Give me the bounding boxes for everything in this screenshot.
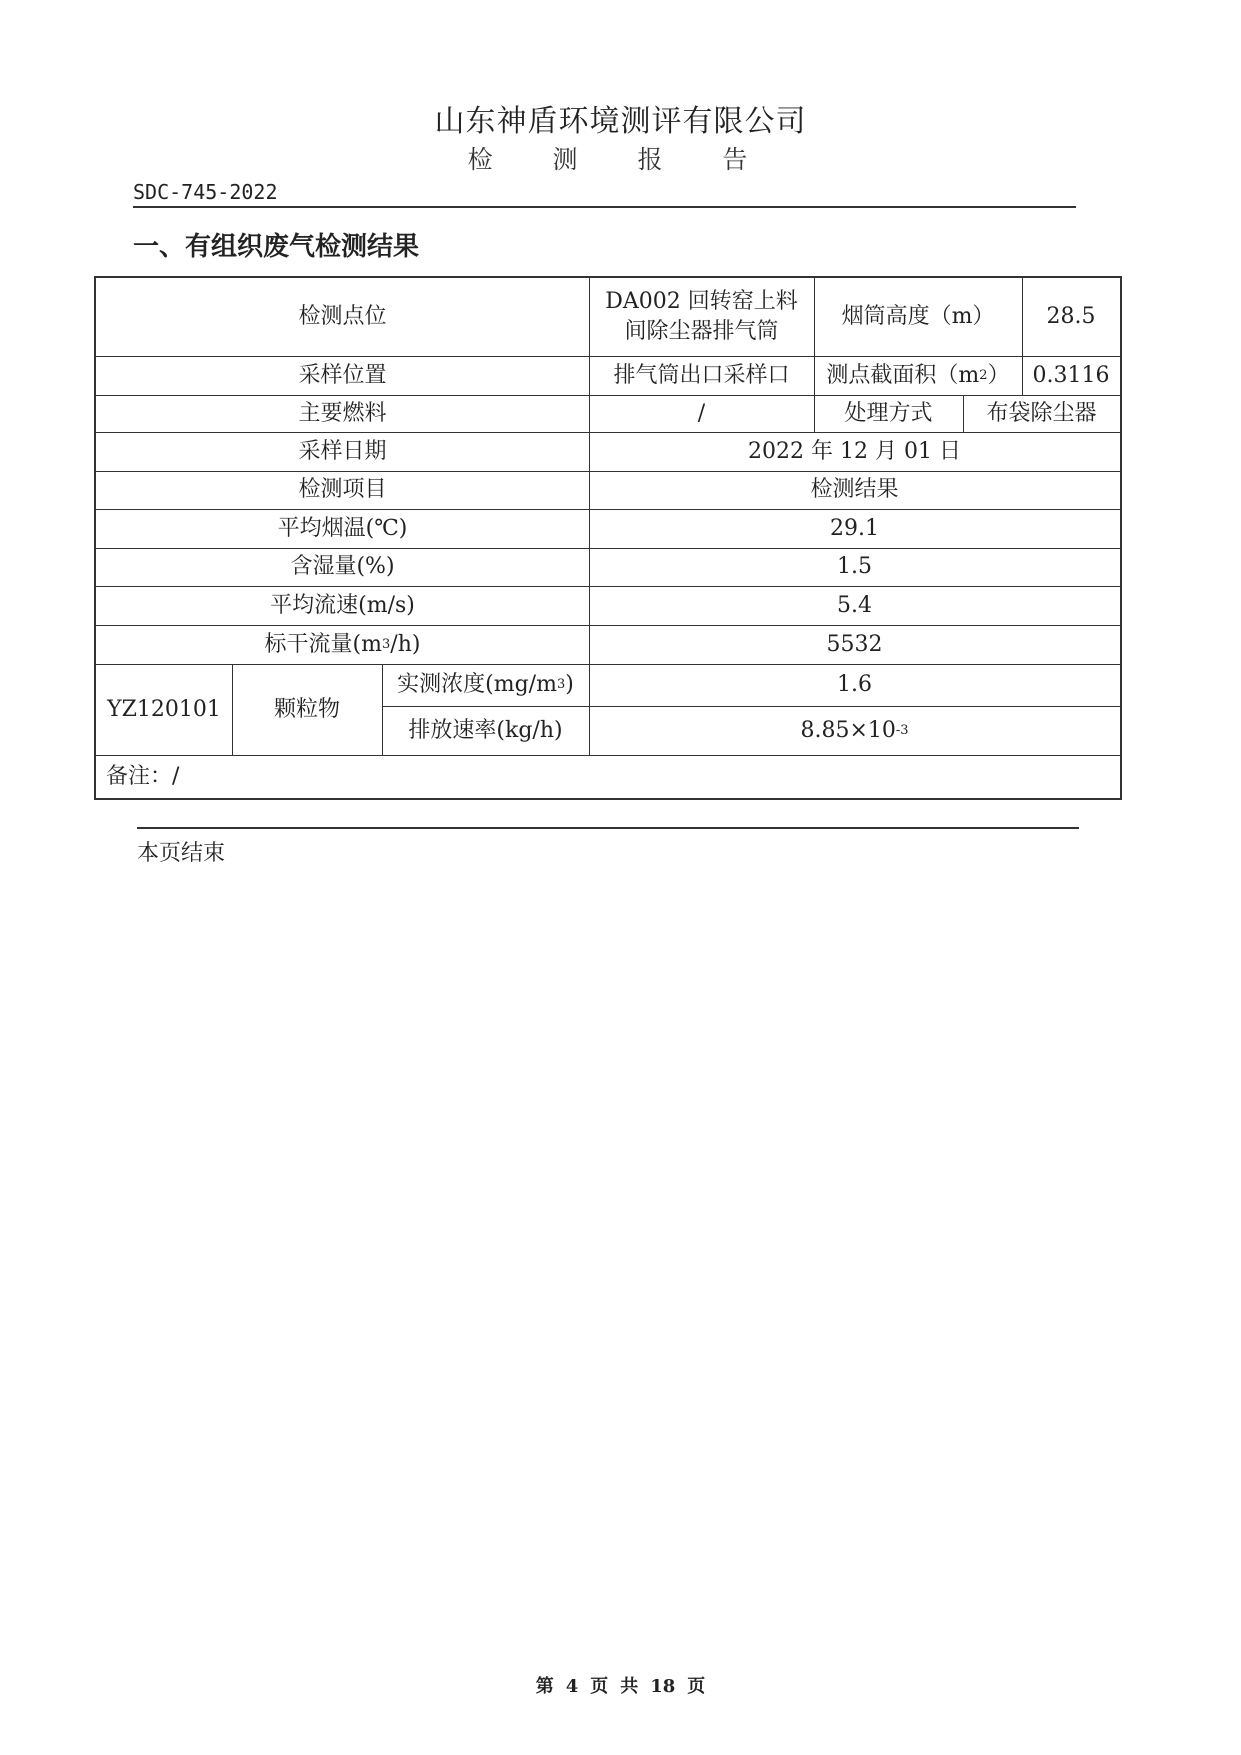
footer-suffix: 页 xyxy=(687,1676,706,1697)
label-treatment-method: 处理方式 xyxy=(844,400,933,426)
label-monitoring-point: 检测点位 xyxy=(298,304,387,330)
label-test-result: 检测结果 xyxy=(810,477,899,503)
document-number: SDC-745-2022 xyxy=(133,180,278,204)
label-cross-section-area: 测点截面积（m 2 ） xyxy=(826,362,1010,388)
footer-total-word: 共 xyxy=(620,1676,639,1697)
results-table xyxy=(94,276,1122,800)
page-footer xyxy=(0,1672,1241,1698)
label-avg-flue-temp: 平均烟温(℃) xyxy=(277,515,408,541)
value-avg-velocity: 5.4 xyxy=(837,592,872,618)
label-sampling-location: 采样位置 xyxy=(298,362,387,388)
label-moisture: 含湿量(%) xyxy=(290,554,395,580)
value-monitoring-point xyxy=(589,278,814,356)
value-emission-rate: 8.85×10 -3 xyxy=(800,717,909,743)
value-monitoring-point-line1: DA002 回转窑上料 xyxy=(605,289,798,315)
value-measured-concentration: 1.6 xyxy=(837,672,872,698)
label-measured-concentration: 实测浓度(mg/m 3 ) xyxy=(397,672,574,698)
value-sampling-date: 2022 年 12 月 01 日 xyxy=(748,438,961,464)
value-sampling-location: 排气筒出口采样口 xyxy=(613,362,790,388)
label-sampling-date: 采样日期 xyxy=(298,438,387,464)
label-emission-rate: 排放速率(kg/h) xyxy=(408,717,563,743)
value-treatment-method: 布袋除尘器 xyxy=(986,400,1097,426)
pollutant-name: 颗粒物 xyxy=(273,696,340,722)
end-of-page-note: 本页结束 xyxy=(137,841,226,866)
remark: 备注：/ xyxy=(106,763,180,789)
value-stack-height: 28.5 xyxy=(1046,304,1096,330)
footer-page-word: 页 xyxy=(590,1676,609,1697)
value-main-fuel: / xyxy=(697,400,706,426)
report-subtitle: 检 测 报 告 xyxy=(467,145,774,174)
value-moisture: 1.5 xyxy=(837,554,872,580)
header-rule xyxy=(133,206,1076,208)
company-name: 山东神盾环境测评有限公司 xyxy=(434,104,807,139)
value-cross-section-area: 0.3116 xyxy=(1032,362,1110,388)
label-standard-dry-flow: 标干流量(m 3 /h) xyxy=(264,631,421,657)
value-monitoring-point-line2: 间除尘器排气筒 xyxy=(624,319,779,344)
label-stack-height: 烟筒高度（m） xyxy=(841,304,995,330)
current-page-number: 4 xyxy=(565,1676,579,1697)
label-main-fuel: 主要燃料 xyxy=(298,400,387,426)
footer-prefix: 第 xyxy=(535,1676,554,1697)
label-test-item: 检测项目 xyxy=(298,477,387,503)
sample-id: YZ120101 xyxy=(107,696,221,722)
total-pages: 18 xyxy=(650,1676,676,1697)
end-rule xyxy=(137,827,1079,829)
section-title: 一、有组织废气检测结果 xyxy=(133,232,420,262)
label-avg-velocity: 平均流速(m/s) xyxy=(270,592,415,618)
value-standard-dry-flow: 5532 xyxy=(826,631,883,657)
value-avg-flue-temp: 29.1 xyxy=(830,515,879,541)
